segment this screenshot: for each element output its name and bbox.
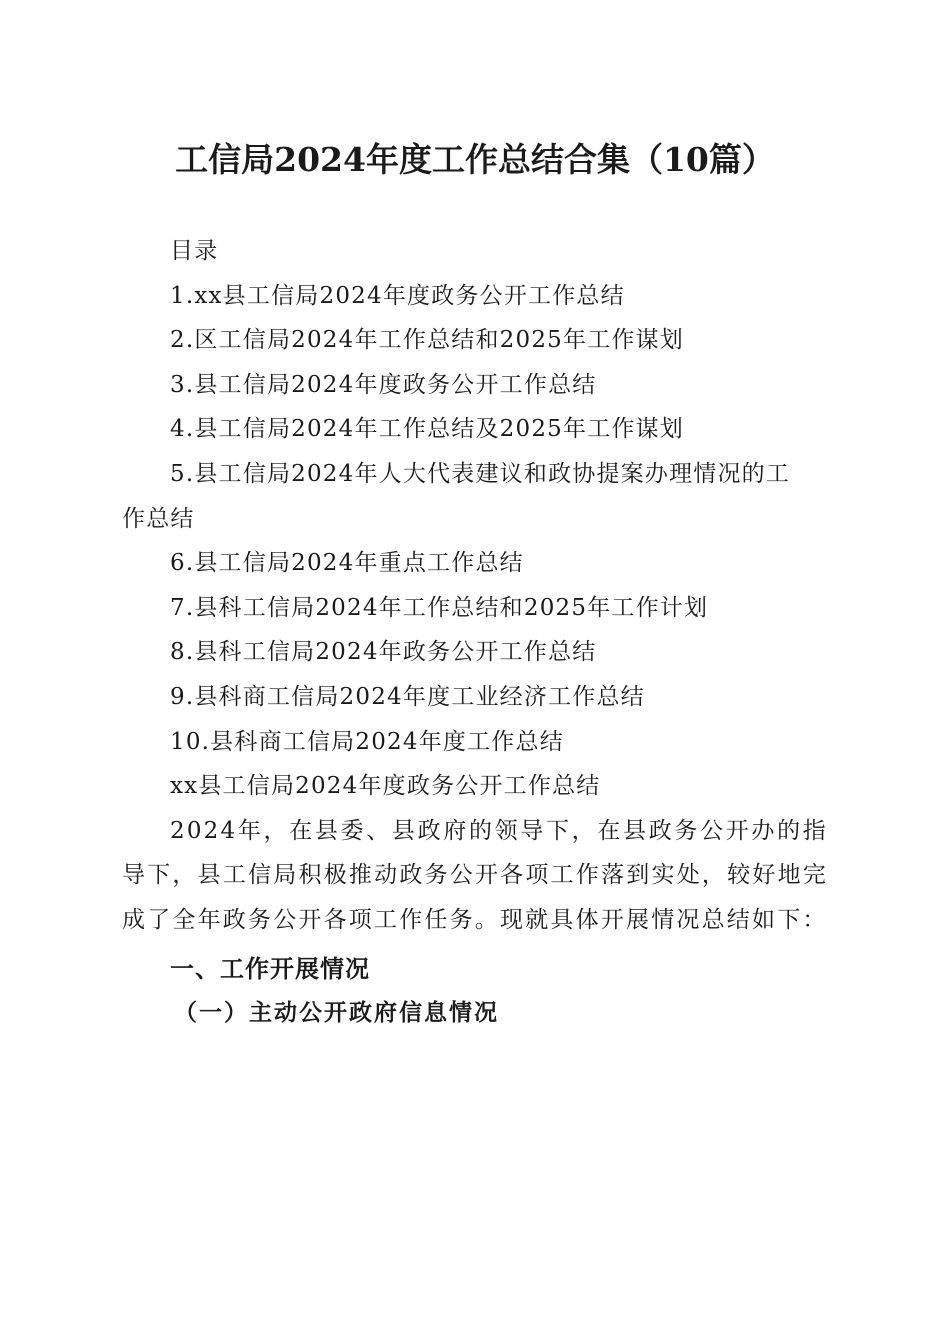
toc-item-8: 8.县科工信局2024年政务公开工作总结 — [170, 639, 597, 666]
toc-item-3: 3.县工信局2024年度政务公开工作总结 — [170, 371, 597, 398]
toc-item-2: 2.区工信局2024年工作总结和2025年工作谋划 — [170, 327, 685, 354]
toc-heading: 目录 — [170, 238, 219, 264]
heading-work-progress: 一、工作开展情况 — [170, 954, 370, 983]
toc-item-1: 1.xx县工信局2024年度政务公开工作总结 — [170, 282, 625, 309]
toc-item-5: 5.县工信局2024年人大代表建议和政协提案办理情况的工 — [170, 460, 791, 487]
toc-item-4: 4.县工信局2024年工作总结及2025年工作谋划 — [170, 416, 685, 443]
toc-item-6: 6.县工信局2024年重点工作总结 — [170, 550, 524, 577]
toc-item-10: 10.县科商工信局2024年度工作总结 — [170, 728, 564, 755]
toc-item-9: 9.县科商工信局2024年度工业经济工作总结 — [170, 683, 645, 710]
document-title: 工信局2024年度工作总结合集（10篇） — [175, 140, 775, 179]
toc-item-5-continued: 作总结 — [122, 505, 195, 532]
document-body — [122, 229, 828, 1036]
toc-item-7: 7.县科工信局2024年工作总结和2025年工作计划 — [170, 594, 709, 621]
intro-paragraph: 2024年，在县委、县政府的领导下，在县政务公开办的指导下，县工信局积极推动政务公开各项工作落到实处，较好地完成了全年政务公开各项工作任务。现就具体开展情况总结如下： — [122, 817, 828, 933]
heading-proactive-disclosure: （一）主动公开政府信息情况 — [174, 999, 499, 1027]
section-title: xx县工信局2024年度政务公开工作总结 — [170, 773, 601, 800]
